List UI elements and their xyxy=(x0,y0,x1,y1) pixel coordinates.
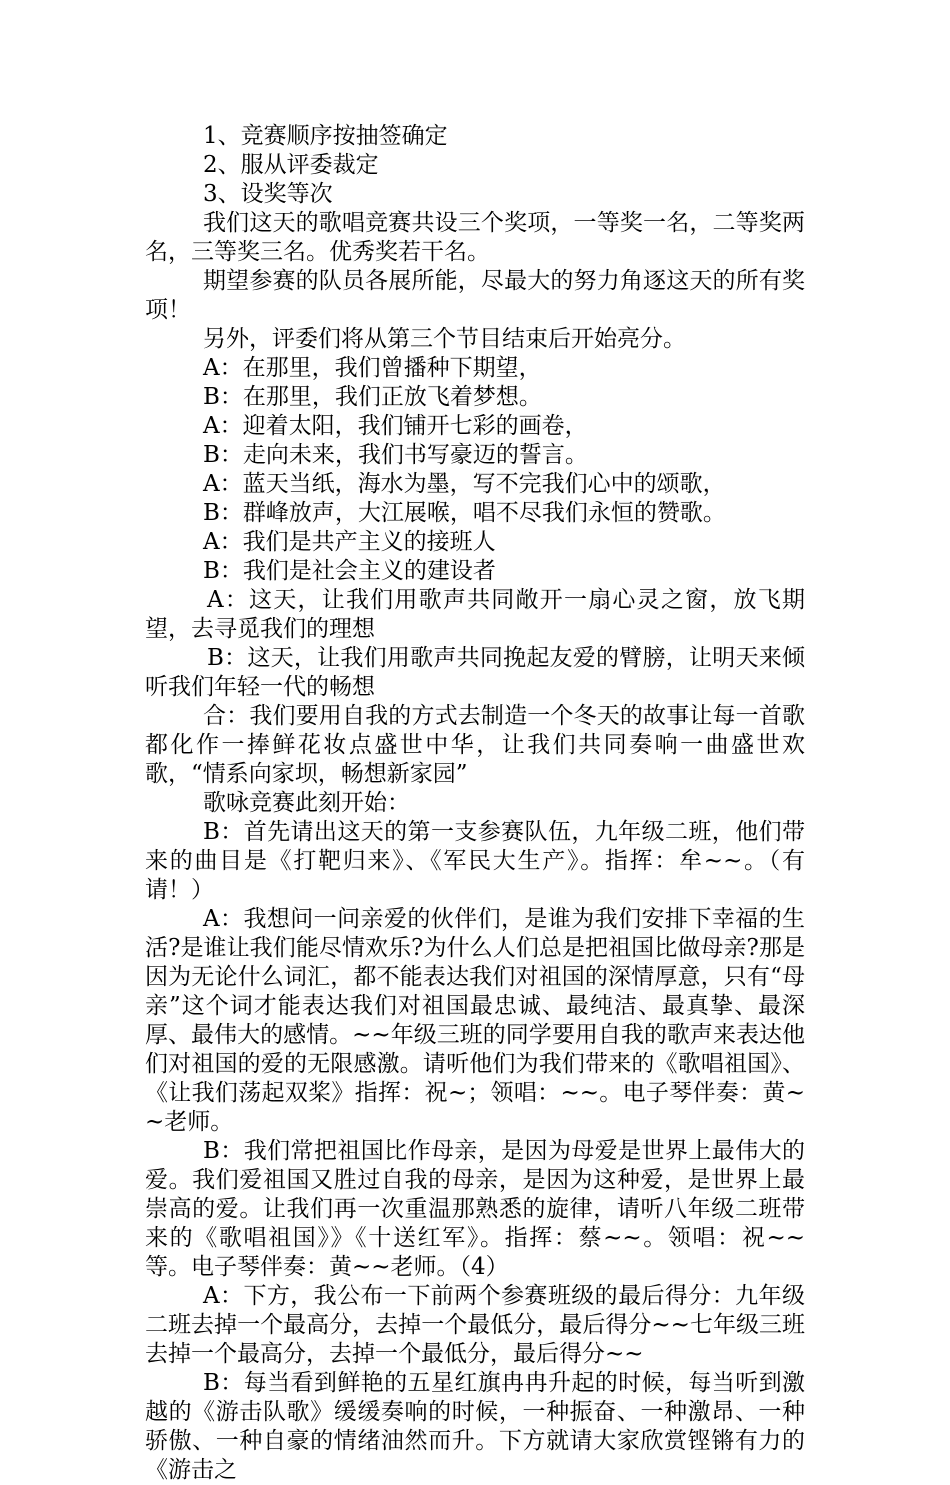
list-item-3: 3、设奖等次 xyxy=(203,181,333,207)
score-announcement: A：下方，我公布一下前两个参赛班级的最后得分：九年级二班去掉一个最高分，去掉一个最低分，最后得分~~七年级三班去掉一个最高分，去掉一个最低分，最后得分~~ xyxy=(145,1283,805,1367)
dialogue-b-3: B：群峰放声，大江展喉，唱不尽我们永恒的赞歌。 xyxy=(203,500,726,526)
chorus-line: 合：我们要用自我的方式去制造一个冬天的故事让每一首歌都化作一捧鲜花妆点盛世中华，让我们共同奏响一曲盛世欢歌，“情系向家坝，畅想新家园” xyxy=(145,703,805,787)
dialogue-a-5: A：这天，让我们用歌声共同敞开一扇心灵之窗，放飞期望，去寻觅我们的理想 xyxy=(145,587,805,642)
dialogue-a-4: A：我们是共产主义的接班人 xyxy=(203,529,496,555)
encouragement-paragraph: 期望参赛的队员各展所能，尽最大的努力角逐这天的所有奖项！ xyxy=(145,268,805,323)
dialogue-b-1: B：在那里，我们正放飞着梦想。 xyxy=(203,384,542,410)
dialogue-b-6: B：首先请出这天的第一支参赛队伍，九年级二班，他们带来的曲目是《打靶归来》、《军民大生产》。指挥：牟~~。（有请！） xyxy=(145,819,805,903)
list-item-2: 2、服从评委裁定 xyxy=(203,152,379,178)
dialogue-b-7: B：我们常把祖国比作母亲，是因为母爱是世界上最伟大的爱。我们爱祖国又胜过自我的母亲，是因为这种爱，是世界上最崇高的爱。让我们再一次重温那熟悉的旋律，请听八年级二班带来的《歌唱祖国》》《十送红军》。指挥：蔡~~。领唱：祝~~等。电子琴伴奏：黄~~老师。（4） xyxy=(145,1138,805,1280)
dialogue-b-4: B：我们是社会主义的建设者 xyxy=(203,558,496,584)
dialogue-b-5: B：这天，让我们用歌声共同挽起友爱的臂膀，让明天来倾听我们年轻一代的畅想 xyxy=(145,645,805,700)
scoring-note-paragraph: 另外，评委们将从第三个节目结束后开始亮分。 xyxy=(203,326,686,352)
dialogue-b-8: B：每当看到鲜艳的五星红旗冉冉升起的时候，每当听到激越的《游击队歌》缓缓奏响的时候，一种振奋、一种激昂、一种骄傲、一种自豪的情绪油然而升。下方就请大家欣赏铿锵有力的《游击之 xyxy=(145,1370,805,1483)
dialogue-a-3: A：蓝天当纸，海水为墨，写不完我们心中的颂歌， xyxy=(203,471,726,497)
dialogue-a-1: A：在那里，我们曾播种下期望， xyxy=(203,355,542,381)
competition-start-line: 歌咏竞赛此刻开始： xyxy=(203,790,410,816)
dialogue-a-2: A：迎着太阳，我们铺开七彩的画卷， xyxy=(203,413,588,439)
dialogue-b-2: B：走向未来，我们书写豪迈的誓言。 xyxy=(203,442,588,468)
dialogue-a-6: A：我想问一问亲爱的伙伴们，是谁为我们安排下幸福的生活?是谁让我们能尽情欢乐?为什么人们总是把祖国比做母亲?那是因为无论什么词汇，都不能表达我们对祖国的深情厚意，只有“母亲”这个词才能表达我们对祖国最忠诚、最纯洁、最真挚、最深厚、最伟大的感情。~~年级三班的同学要用自我的歌声来表达他们对祖国的爱的无限感激。请听他们为我们带来的《歌唱祖国》、《让我们荡起双桨》指挥：祝~；领唱：~~。电子琴伴奏：黄~~老师。 xyxy=(145,906,805,1135)
awards-paragraph: 我们这天的歌唱竞赛共设三个奖项，一等奖一名，二等奖两名，三等奖三名。优秀奖若干名。 xyxy=(145,210,805,265)
list-item-1: 1、竞赛顺序按抽签确定 xyxy=(203,123,448,149)
